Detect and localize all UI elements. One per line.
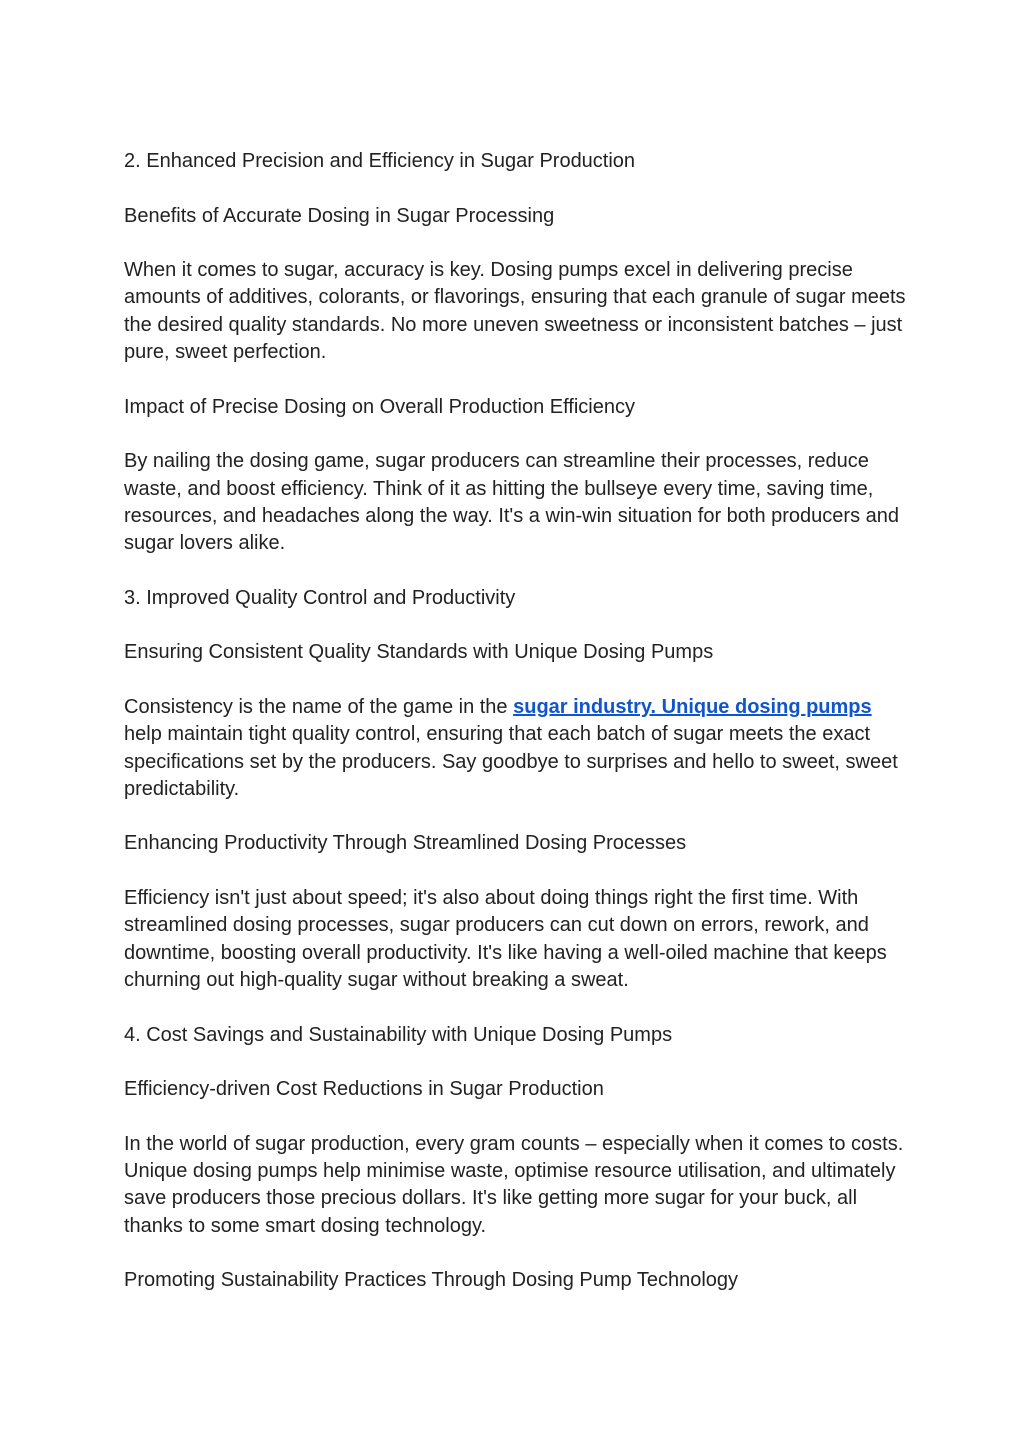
subheading-cost-reductions: Efficiency-driven Cost Reductions in Sugar Production [124, 1078, 604, 1101]
paragraph-impact: By nailing the dosing game, sugar producers can streamline their processes, reduce waste, and boost efficiency. Think of it as hitting the bullseye every time, saving time, resources, and headaches along the way. It's a win-win situation for both producers and sugar lovers alike. [124, 450, 900, 555]
paragraph-consistency-start: Consistency is the name of the game in the [124, 695, 514, 718]
subheading-consistent-quality: Ensuring Consistent Quality Standards with Unique Dosing Pumps [124, 641, 714, 664]
paragraph-consistency-end: help maintain tight quality control, ensuring that each batch of sugar meets the exact specifications set by the producers. Say goodbye to surprises and hello to sweet, sweet predictability. [124, 723, 898, 800]
paragraph-consistency [124, 694, 914, 803]
subheading-productivity: Enhancing Productivity Through Streamlined Dosing Processes [124, 832, 687, 855]
subheading-impact: Impact of Precise Dosing on Overall Production Efficiency [124, 395, 635, 418]
subheading-accurate-dosing: Benefits of Accurate Dosing in Sugar Processing [124, 204, 555, 227]
document-page [124, 148, 914, 1322]
section-3-heading: 3. Improved Quality Control and Productivity [124, 586, 516, 609]
subheading-sustainability: Promoting Sustainability Practices Through Dosing Pump Technology [124, 1269, 739, 1292]
section-2-heading: 2. Enhanced Precision and Efficiency in Sugar Production [124, 150, 636, 172]
paragraph-accuracy: When it comes to sugar, accuracy is key. Dosing pumps excel in delivering precise amounts of additives, colorants, or flavorings, ensuring that each granule of sugar meets the desired quality standards. No more uneven sweetness or inconsistent batches – just pure, sweet perfection. [124, 259, 906, 364]
sugar-industry-link[interactable]: sugar industry. Unique dosing pumps [513, 695, 872, 718]
paragraph-productivity: Efficiency isn't just about speed; it's also about doing things right the first time. With streamlined dosing processes, sugar producers can cut down on errors, rework, and downtime, boosting overall productivity. It's like having a well-oiled machine that keeps churning out high-quality sugar without breaking a sweat. [124, 887, 887, 991]
paragraph-costs: In the world of sugar production, every gram counts – especially when it comes to costs. Unique dosing pumps help minimise waste, optimise resource utilisation, and ultimately save producers those precious dollars. It's like getting more sugar for your buck, all thanks to some smart dosing technology. [124, 1132, 904, 1237]
section-4-heading: 4. Cost Savings and Sustainability with Unique Dosing Pumps [124, 1023, 673, 1046]
